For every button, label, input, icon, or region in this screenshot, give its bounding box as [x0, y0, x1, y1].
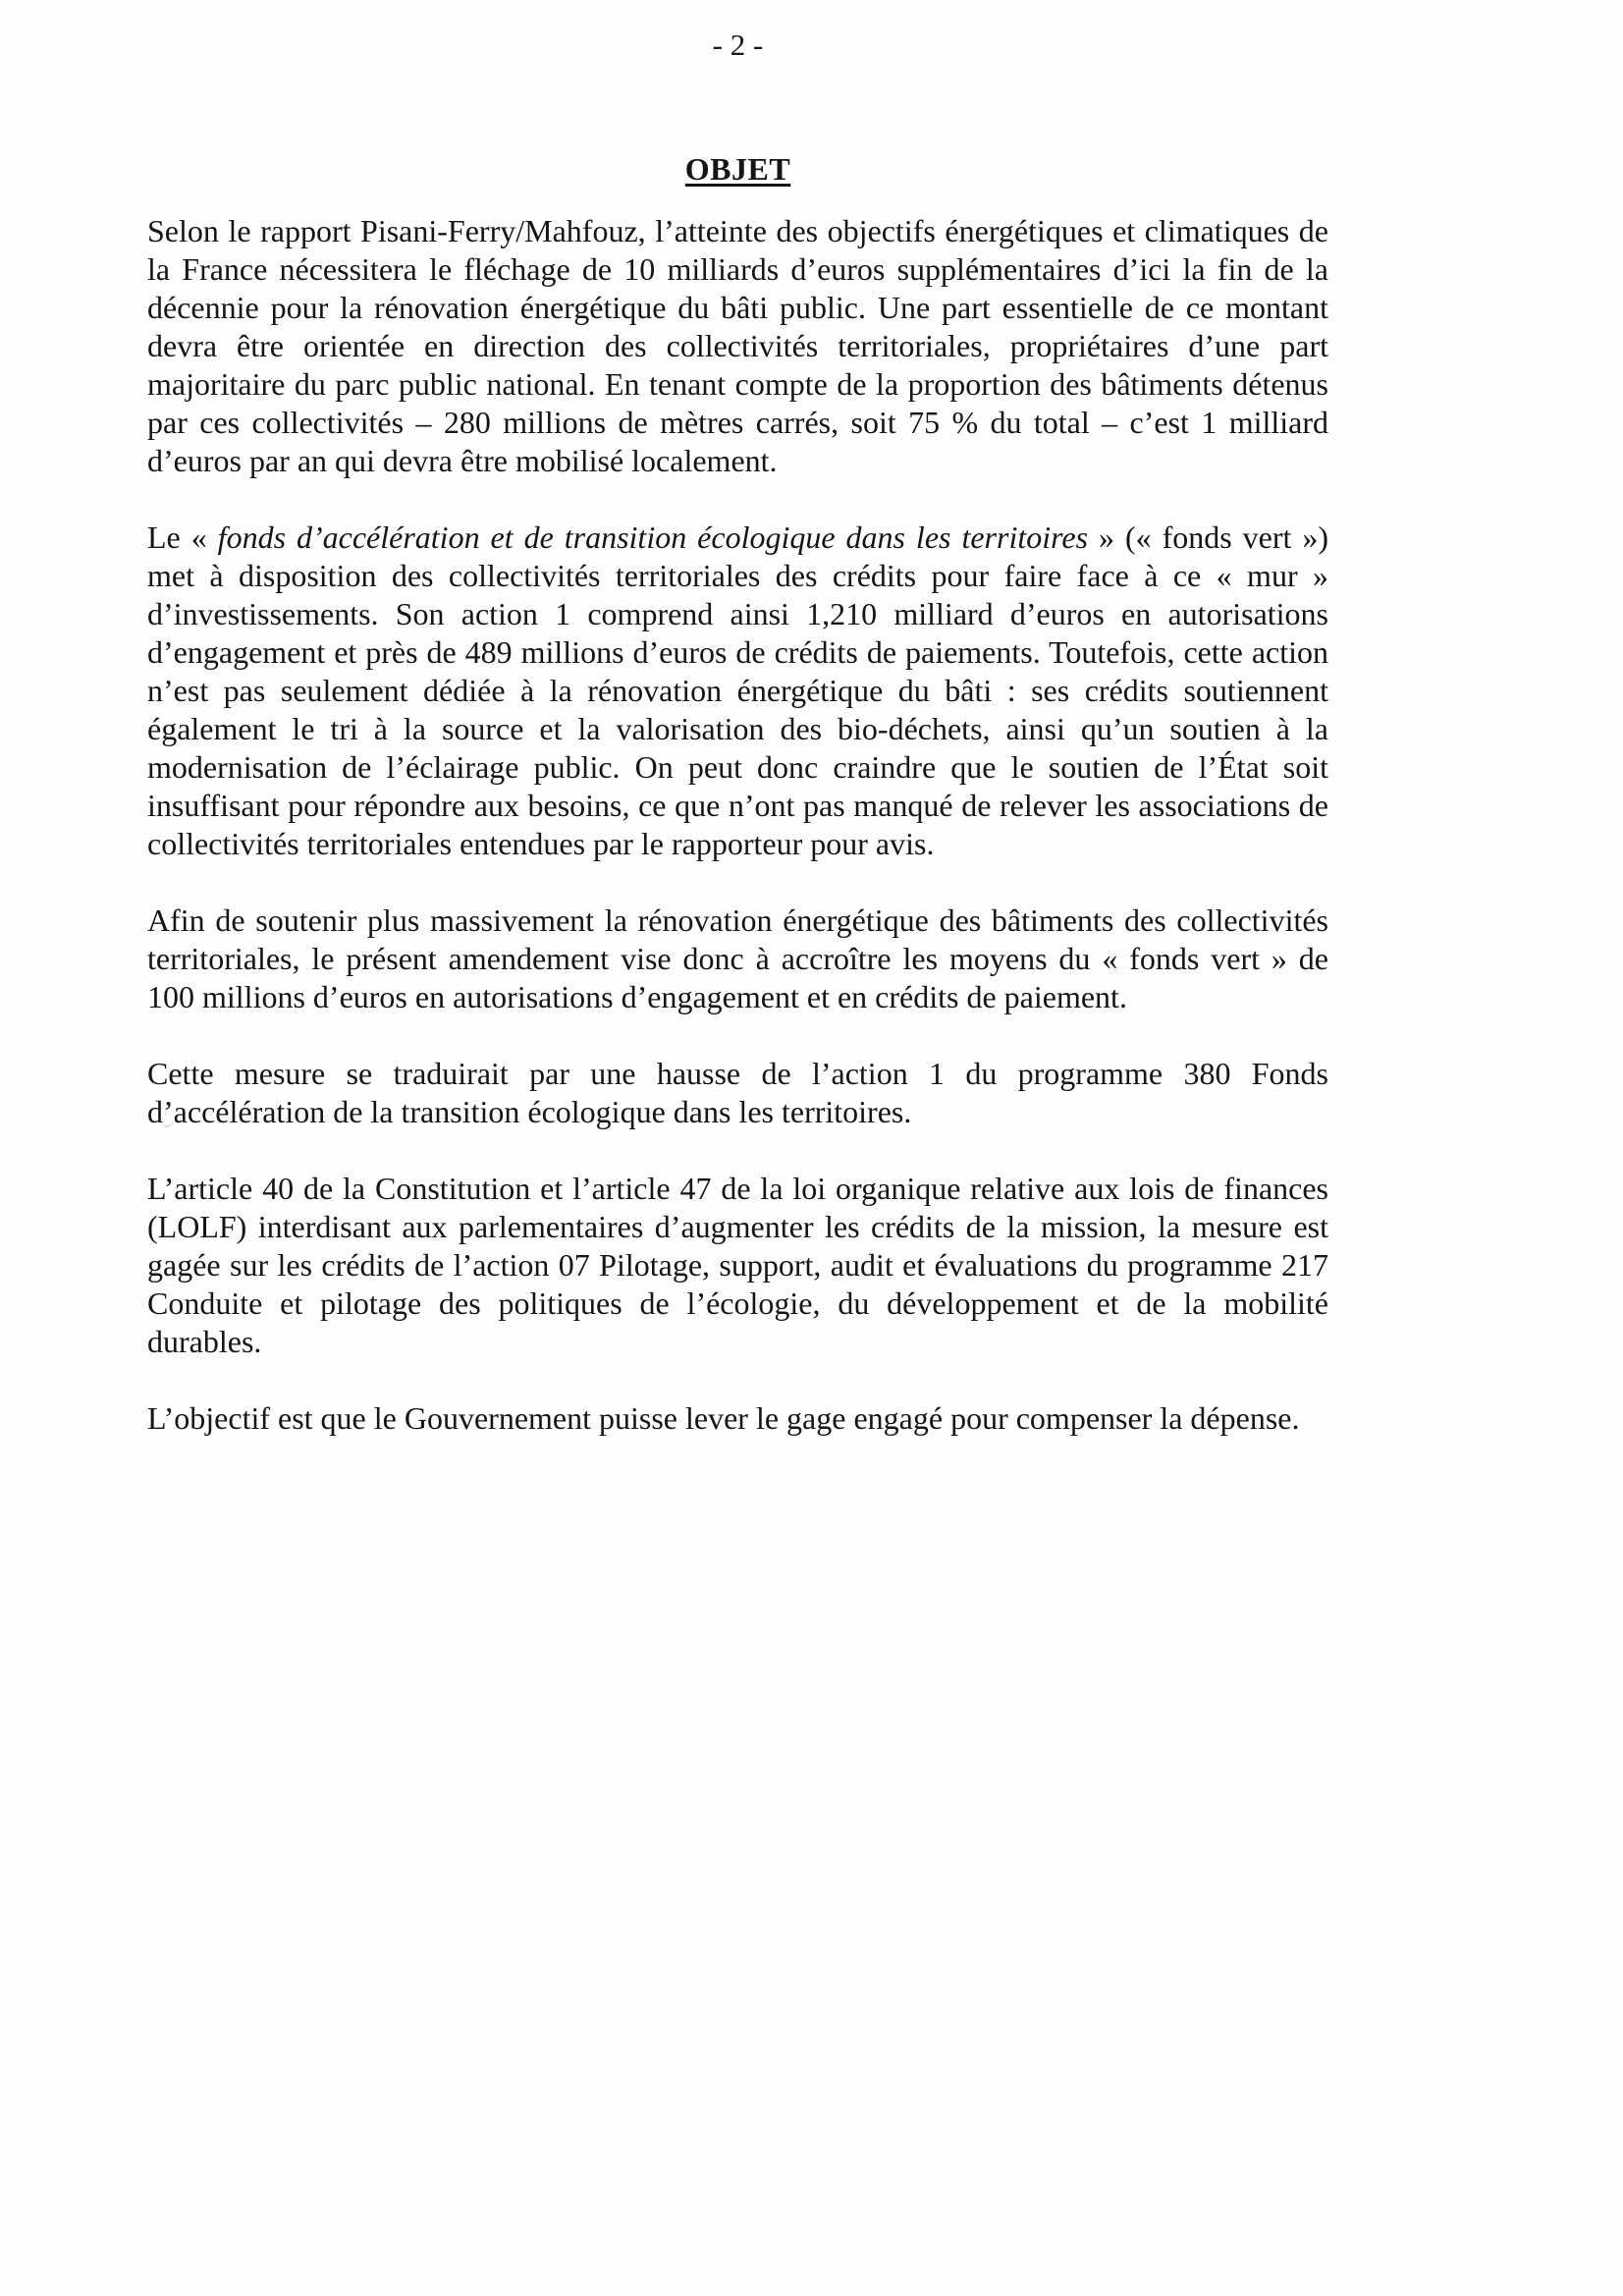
paragraph-objectifs-energetiques: Selon le rapport Pisani-Ferry/Mahfouz, l’atteinte des objectifs énergétiques et climatiques de la France nécessitera le fléchage de 10 milliards d’euros supplémentaires d’ici la fin de la décennie pour la rénovation énergétique du bâti public. Une part essentielle de ce montant devra être orientée en direction des collectivités territoriales, propriétaires d’une part majoritaire du parc public national. En tenant compte de la proportion des bâtiments détenus par ces collectivités – 280 millions de mètres carrés, soit 75 % du total – c’est 1 milliard d’euros par an qui devra être mobilisé localement. — [147, 213, 1328, 478]
paragraph-objectif-gouvernement: L’objectif est que le Gouvernement puisse lever le gage engagé pour compenser la dépense. — [147, 1400, 1300, 1436]
paragraph-fonds-vert-italic-title: fonds d’accélération et de transition écologique dans les territoires — [217, 519, 1089, 555]
paragraph-fonds-vert — [147, 519, 1328, 863]
paragraph-fonds-vert-rest: » (« fonds vert ») met à disposition des collectivités territoriales des crédits pour faire face à ce « mur » d’investissements. Son action 1 comprend ainsi 1,210 milliard d’euros en autorisations d’engagement et près de 489 millions d’euros de crédits de paiements. Toutefois, cette action n’est pas seulement dédiée à la rénovation énergétique du bâti : ses crédits soutiennent également le tri à la source et la valorisation des bio-déchets, ainsi qu’un soutien à la modernisation de l’éclairage public. On peut donc craindre que le soutien de l’État soit insuffisant pour répondre aux besoins, ce que n’ont pas manqué de relever les associations de collectivités territoriales entendues par le rapporteur pour avis. — [147, 519, 1329, 861]
paragraph-article-40-gage: L’article 40 de la Constitution et l’article 47 de la loi organique relative aux lois de finances (LOLF) interdisant aux parlementaires d’augmenter les crédits de la mission, la mesure est gagée sur les crédits de l’action 07 Pilotage, support, audit et évaluations du programme 217 Conduite et pilotage des politiques de l’écologie, du développement et de la mobilité durables. — [147, 1171, 1328, 1359]
document-title: OBJET — [684, 151, 791, 187]
paragraph-fonds-vert-lead: Le « — [147, 519, 218, 555]
page-number: - 2 - — [712, 27, 764, 62]
document-content — [147, 150, 1328, 1438]
paragraph-amendement: Afin de soutenir plus massivement la rénovation énergétique des bâtiments des collectivités territoriales, le présent amendement vise donc à accroître les moyens du « fonds vert » de 100 millions d’euros en autorisations d’engagement et en crédits de paiement. — [147, 902, 1328, 1014]
paragraph-programme-380: Cette mesure se traduirait par une hausse de l’action 1 du programme 380 Fonds d’accélération de la transition écologique dans les territoires. — [147, 1056, 1328, 1129]
